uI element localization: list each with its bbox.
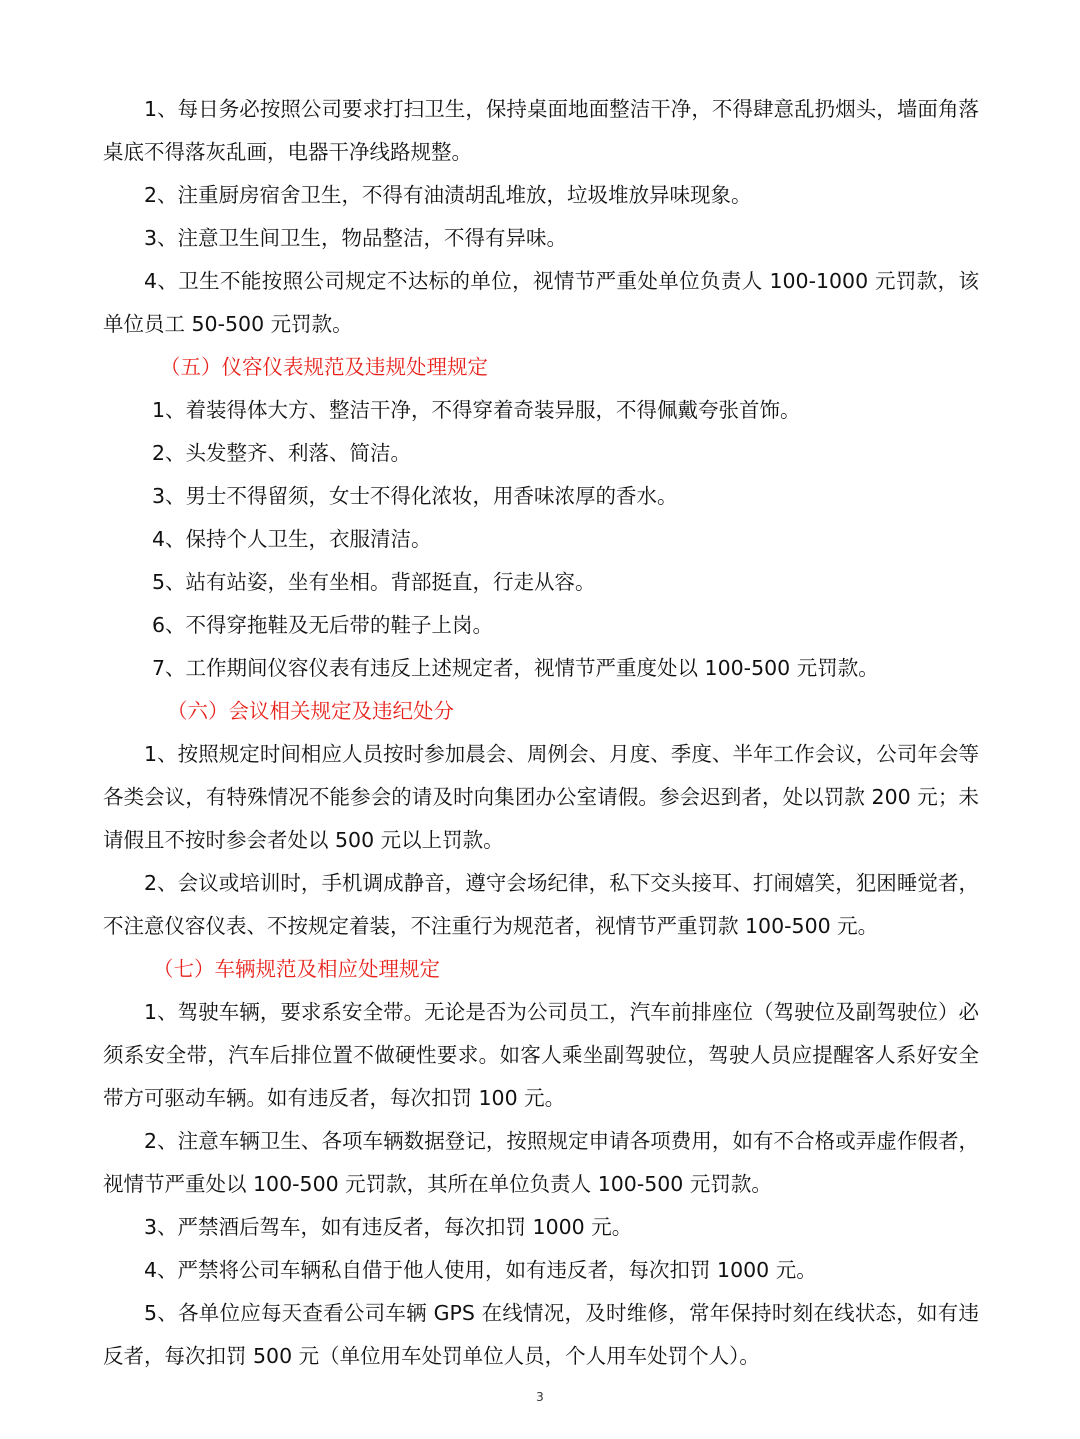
- section4-item-4: 4、卫生不能按照公司规定不达标的单位，视情节严重处单位负责人 100-1000 元罚款，该单位员工 50-500 元罚款。: [103, 269, 979, 336]
- section7-item-4: 4、严禁将公司车辆私自借于他人使用，如有违反者，每次扣罚 1000 元。: [144, 1258, 817, 1282]
- section5-item-4: 4、保持个人卫生，衣服清洁。: [152, 527, 432, 551]
- section5-item-7: 7、工作期间仪容仪表有违反上述规定者，视情节严重度处以 100-500 元罚款。: [152, 656, 879, 680]
- document-body: [103, 88, 979, 1378]
- section4-item-2: 2、注重厨房宿舍卫生，不得有油渍胡乱堆放，垃圾堆放异味现象。: [144, 183, 752, 207]
- section5-item-5: 5、站有站姿，坐有坐相。背部挺直，行走从容。: [152, 570, 596, 594]
- section7-item-2: 2、注意车辆卫生、各项车辆数据登记，按照规定申请各项费用，如有不合格或弄虚作假者，视情节严重处以 100-500 元罚款，其所在单位负责人 100-500 元罚款。: [103, 1129, 979, 1196]
- section7-item-1: 1、驾驶车辆，要求系安全带。无论是否为公司员工，汽车前排座位（驾驶位及副驾驶位）必须系安全带，汽车后排位置不做硬性要求。如客人乘坐副驾驶位，驾驶人员应提醒客人系好安全带方可驱动车辆。如有违反者，每次扣罚 100 元。: [103, 1000, 979, 1110]
- section6-heading: （六）会议相关规定及违纪处分: [167, 699, 454, 723]
- section5-heading: （五）仪容仪表规范及违规处理规定: [160, 355, 488, 379]
- section4-item-1: 1、每日务必按照公司要求打扫卫生，保持桌面地面整洁干净，不得肆意乱扔烟头，墙面角落桌底不得落灰乱画，电器干净线路规整。: [103, 97, 979, 164]
- section7-item-5: 5、各单位应每天查看公司车辆 GPS 在线情况，及时维修，常年保持时刻在线状态，如有违反者，每次扣罚 500 元（单位用车处罚单位人员，个人用车处罚个人）。: [103, 1301, 979, 1368]
- section6-item-1: 1、按照规定时间相应人员按时参加晨会、周例会、月度、季度、半年工作会议，公司年会等各类会议，有特殊情况不能参会的请及时向集团办公室请假。参会迟到者，处以罚款 200 元；未请假且不按时参会者处以 500 元以上罚款。: [103, 742, 979, 852]
- section4-item-3: 3、注意卫生间卫生，物品整洁，不得有异味。: [144, 226, 568, 250]
- section5-item-2: 2、头发整齐、利落、简洁。: [152, 441, 412, 465]
- section5-item-1: 1、着装得体大方、整洁干净，不得穿着奇装异服，不得佩戴夸张首饰。: [152, 398, 801, 422]
- page-number: 3: [536, 1390, 544, 1404]
- section7-heading: （七）车辆规范及相应处理规定: [153, 957, 440, 981]
- section5-item-3: 3、男士不得留须，女士不得化浓妆，用香味浓厚的香水。: [152, 484, 678, 508]
- section6-item-2: 2、会议或培训时，手机调成静音，遵守会场纪律，私下交头接耳、打闹嬉笑，犯困睡觉者，不注意仪容仪表、不按规定着装，不注重行为规范者，视情节严重罚款 100-500 元。: [103, 871, 979, 938]
- section5-item-6: 6、不得穿拖鞋及无后带的鞋子上岗。: [152, 613, 494, 637]
- section7-item-3: 3、严禁酒后驾车，如有违反者，每次扣罚 1000 元。: [144, 1215, 633, 1239]
